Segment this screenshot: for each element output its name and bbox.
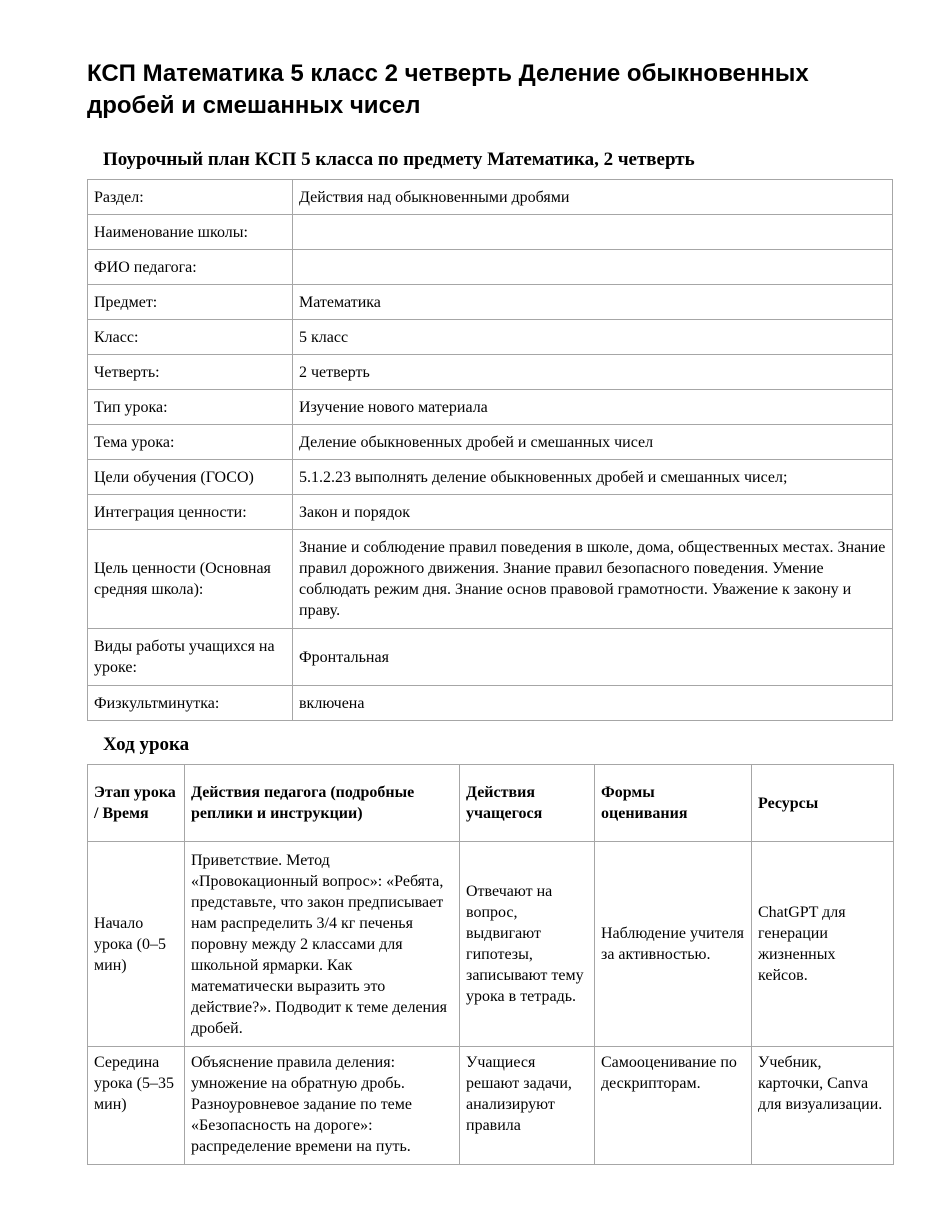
column-header-stage: Этап урока / Время [88,765,185,842]
lesson-heading: Ход урока [103,734,190,755]
column-header-student: Действия учащегося [460,765,595,842]
table-row [88,355,893,390]
column-header-resources: Ресурсы [752,765,894,842]
plan-heading: Поурочный план КСП 5 класса по предмету Математика, 2 четверть [103,149,695,170]
table-row [88,215,893,250]
table-row [88,285,893,320]
table-row [88,530,893,629]
info-label: Цели обучения (ГОСО) [88,460,293,495]
info-value: Знание и соблюдение правил поведения в школе, дома, общественных местах. Знание правил дорожного движения. Знание правил безопасного поведения. Умение соблюдать режим дня. Знание основ правовой грамотности. Уважение к закону и праву. [293,530,893,629]
table-row [88,425,893,460]
teacher-actions-cell: Приветствие. Метод «Провокационный вопрос»: «Ребята, представьте, что закон предписывает нам распределить 3/4 кг печенья поровну между 2 классами для школьной ярмарки. Как математически выразить это действие?». Подводит к теме деления дробей. [185,842,460,1047]
info-value: 5.1.2.23 выполнять деление обыкновенных дробей и смешанных чисел; [293,460,893,495]
info-label: Четверть: [88,355,293,390]
info-value [293,215,893,250]
info-value: Математика [293,285,893,320]
table-row [88,686,893,721]
teacher-actions-cell: Объяснение правила деления: умножение на обратную дробь. Разноуровневое задание по теме «Безопасность на дороге»: распределение времени на путь. [185,1047,460,1165]
info-label: Предмет: [88,285,293,320]
table-row [88,390,893,425]
info-value: 2 четверть [293,355,893,390]
info-label: Интеграция ценности: [88,495,293,530]
table-row [88,1047,894,1165]
info-label: Цель ценности (Основная средняя школа): [88,530,293,629]
table-row [88,460,893,495]
info-label: Класс: [88,320,293,355]
info-label: Тип урока: [88,390,293,425]
student-actions-cell: Отвечают на вопрос, выдвигают гипотезы, записывают тему урока в тетрадь. [460,842,595,1047]
table-row [88,842,894,1047]
column-header-assessment: Формы оценивания [595,765,752,842]
resources-cell: ChatGPT для генерации жизненных кейсов. [752,842,894,1047]
resources-cell: Учебник, карточки, Canva для визуализации. [752,1047,894,1165]
table-row [88,495,893,530]
table-row [88,629,893,686]
info-label: Тема урока: [88,425,293,460]
info-value: 5 класс [293,320,893,355]
info-label: Раздел: [88,180,293,215]
table-row [88,180,893,215]
stage-cell: Начало урока (0–5 мин) [88,842,185,1047]
info-value: Закон и порядок [293,495,893,530]
table-header-row [88,765,894,842]
info-label: Наименование школы: [88,215,293,250]
info-value: включена [293,686,893,721]
document-title: КСП Математика 5 класс 2 четверть Деление обыкновенных дробей и смешанных чисел [87,60,809,119]
table-row [88,250,893,285]
info-value: Фронтальная [293,629,893,686]
info-label: ФИО педагога: [88,250,293,285]
lesson-info-table [87,179,893,721]
info-label: Виды работы учащихся на уроке: [88,629,293,686]
column-header-teacher: Действия педагога (подробные реплики и инструкции) [185,765,460,842]
assessment-cell: Наблюдение учителя за активностью. [595,842,752,1047]
info-value [293,250,893,285]
assessment-cell: Самооценивание по дескрипторам. [595,1047,752,1165]
stage-cell: Середина урока (5–35 мин) [88,1047,185,1165]
info-label: Физкультминутка: [88,686,293,721]
info-value: Изучение нового материала [293,390,893,425]
student-actions-cell: Учащиеся решают задачи, анализируют правила [460,1047,595,1165]
lesson-flow-table [87,764,894,1165]
info-value: Деление обыкновенных дробей и смешанных чисел [293,425,893,460]
table-row [88,320,893,355]
info-value: Действия над обыкновенными дробями [293,180,893,215]
